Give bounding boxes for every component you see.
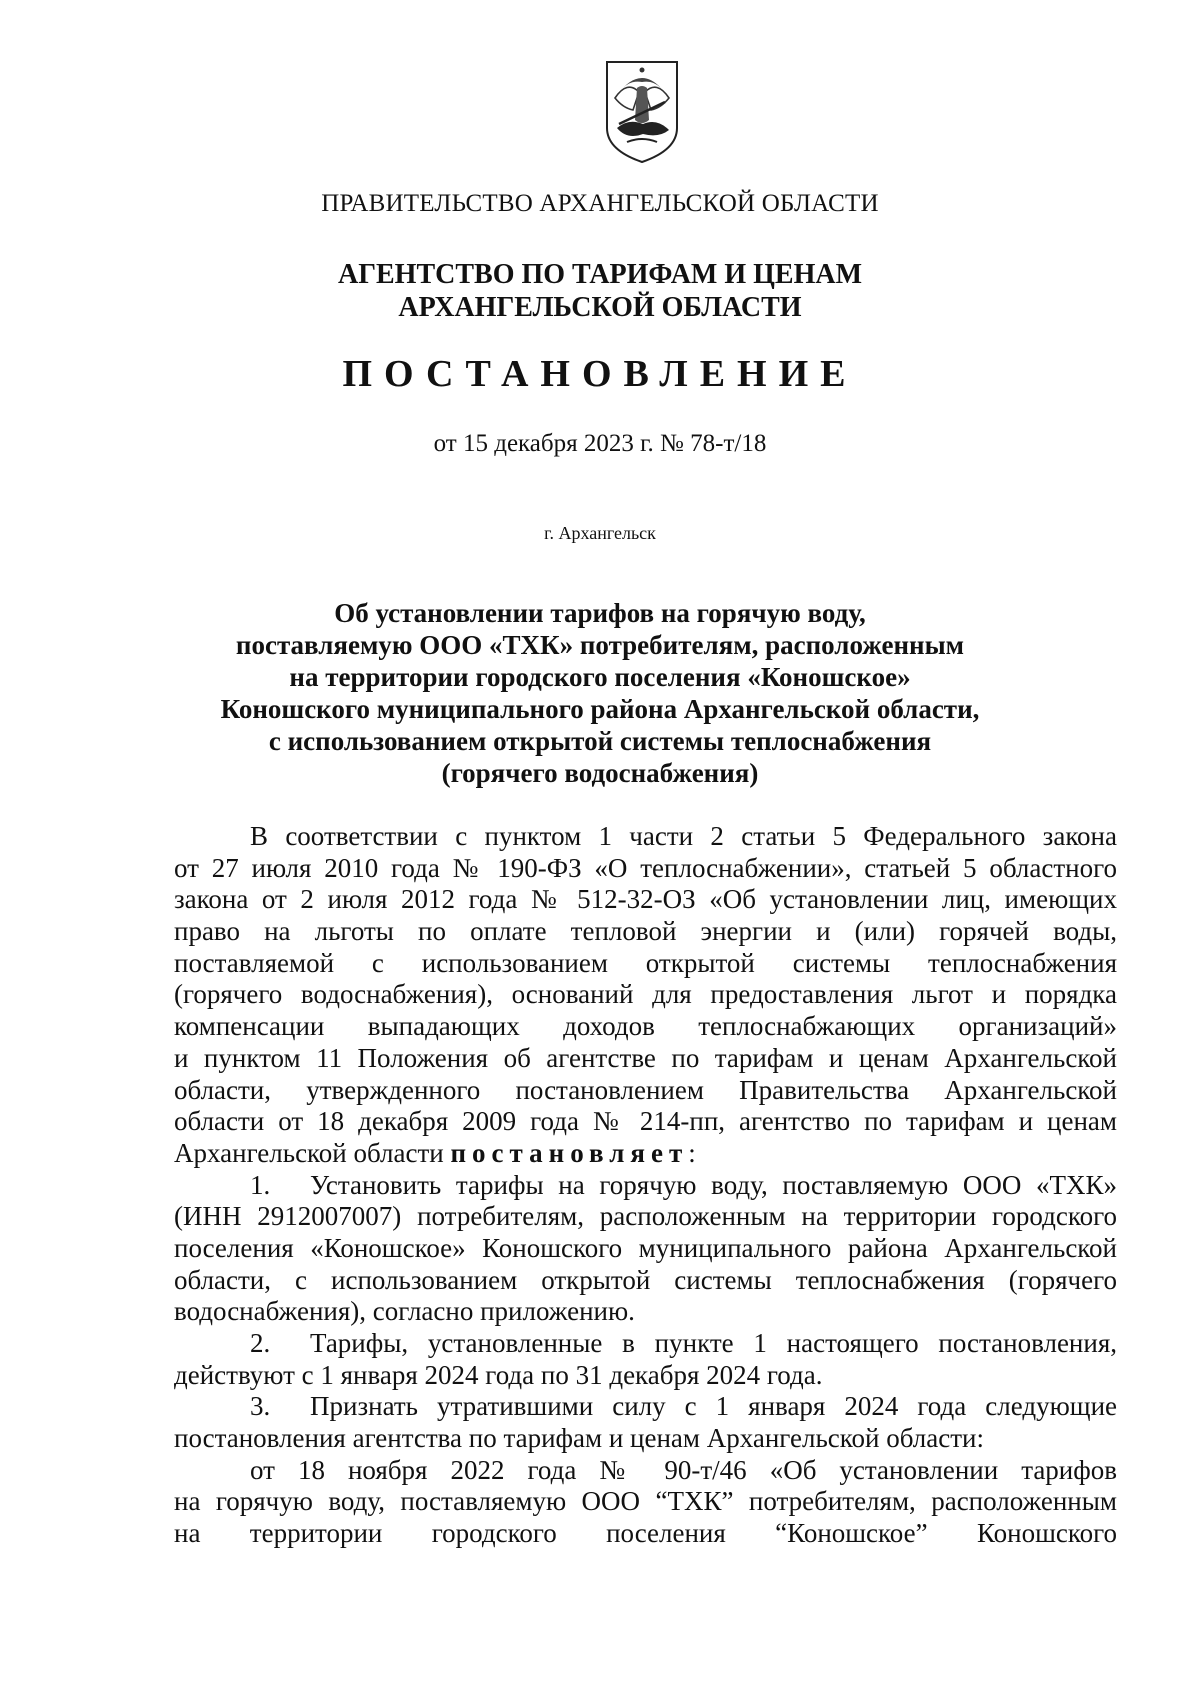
repealed-resolution (174, 1455, 1117, 1550)
title-line: Об установлении тарифов на горячую воду, (334, 598, 866, 628)
body-line: действуют с 1 января 2024 года по 31 декабря 2024 года. (174, 1359, 823, 1390)
resolution-item (174, 1391, 1117, 1454)
agency-name (0, 258, 1200, 324)
body-line: поселения «Коношское» Коношского муниципального района Архангельской (174, 1232, 1117, 1263)
body-line: области от 18 декабря 2009 года № 214-пп, агентство по тарифам и ценам (174, 1106, 1117, 1137)
preamble-paragraph (174, 821, 1117, 1170)
title-line: на территории городского поселения «Коношское» (289, 662, 911, 692)
title-line: с использованием открытой системы теплоснабжения (268, 726, 932, 756)
resolves-word: постановляет (450, 1137, 689, 1168)
body-line: от 27 июля 2010 года № 190-ФЗ «О теплоснабжении», статьей 5 областного (174, 852, 1117, 883)
body-line: В соответствии с пунктом 1 части 2 статьи 5 Федерального закона (250, 821, 1117, 851)
item-text: Установить тарифы на горячую воду, поставляемую ООО «ТХК» (310, 1169, 1117, 1200)
item-text: Тарифы, установленные в пункте 1 настоящего постановления, (310, 1328, 1117, 1358)
body-line: на территории городского поселения “Коношское” Коношского (174, 1518, 1117, 1549)
agency-name-line: АРХАНГЕЛЬСКОЙ ОБЛАСТИ (398, 292, 802, 323)
body-line (174, 1328, 1117, 1360)
document-title (180, 597, 1020, 789)
title-line: (горячего водоснабжения) (441, 758, 759, 788)
body-line: компенсации выпадающих доходов теплоснабжающих организаций» (174, 1011, 1117, 1042)
body-line: закона от 2 июля 2012 года № 512-32-ОЗ «Об установлении лиц, имеющих (174, 884, 1117, 915)
body-line (174, 1391, 1117, 1423)
body-line: от 18 ноября 2022 года № 90-т/46 «Об установлении тарифов (250, 1454, 1117, 1485)
body-line: водоснабжения), согласно приложению. (174, 1296, 635, 1327)
title-line: Коношского муниципального района Архангельской области, (220, 694, 980, 724)
item-number: 1. (250, 1169, 271, 1200)
item-number: 3. (250, 1391, 271, 1422)
document-date-number: от 15 декабря 2023 г. № 78-т/18 (433, 430, 767, 457)
document-body (174, 821, 1117, 1550)
body-line: области, с использованием открытой системы теплоснабжения (горячего (174, 1264, 1117, 1295)
coat-of-arms-emblem (603, 58, 681, 166)
document-type: ПОСТАНОВЛЕНИЕ (342, 353, 858, 395)
agency-name-line: АГЕНТСТВО ПО ТАРИФАМ И ЦЕНАМ (337, 259, 863, 290)
preamble-end-text: Архангельской области (174, 1137, 451, 1168)
body-line: (ИНН 2912007007) потребителям, расположенным на территории городского (174, 1201, 1117, 1232)
body-line (174, 1138, 1117, 1170)
body-line: постановления агентства по тарифам и ценам Архангельской области: (174, 1423, 984, 1454)
resolution-item (174, 1170, 1117, 1328)
body-line: на горячую воду, поставляемую ООО “ТХК” потребителям, расположенным (174, 1486, 1117, 1517)
body-line: поставляемой с использованием открытой системы теплоснабжения (174, 947, 1117, 978)
document-city: г. Архангельск (544, 523, 656, 543)
body-line: и пунктом 11 Положения об агентстве по тарифам и ценам Архангельской (174, 1042, 1117, 1073)
body-line (174, 1170, 1117, 1202)
body-line: право на льготы по оплате тепловой энергии и (или) горячей воды, (174, 916, 1117, 947)
title-line: поставляемую ООО «ТХК» потребителям, расположенным (235, 630, 965, 660)
preamble-colon: : (688, 1137, 696, 1168)
body-line: области, утвержденного постановлением Правительства Архангельской (174, 1074, 1117, 1105)
body-line: (горячего водоснабжения), оснований для предоставления льгот и порядка (174, 979, 1117, 1010)
resolution-item (174, 1328, 1117, 1391)
government-name: ПРАВИТЕЛЬСТВО АРХАНГЕЛЬСКОЙ ОБЛАСТИ (321, 190, 879, 217)
item-text: Признать утратившими силу с 1 января 2024 года следующие (310, 1391, 1117, 1422)
item-number: 2. (250, 1328, 271, 1358)
